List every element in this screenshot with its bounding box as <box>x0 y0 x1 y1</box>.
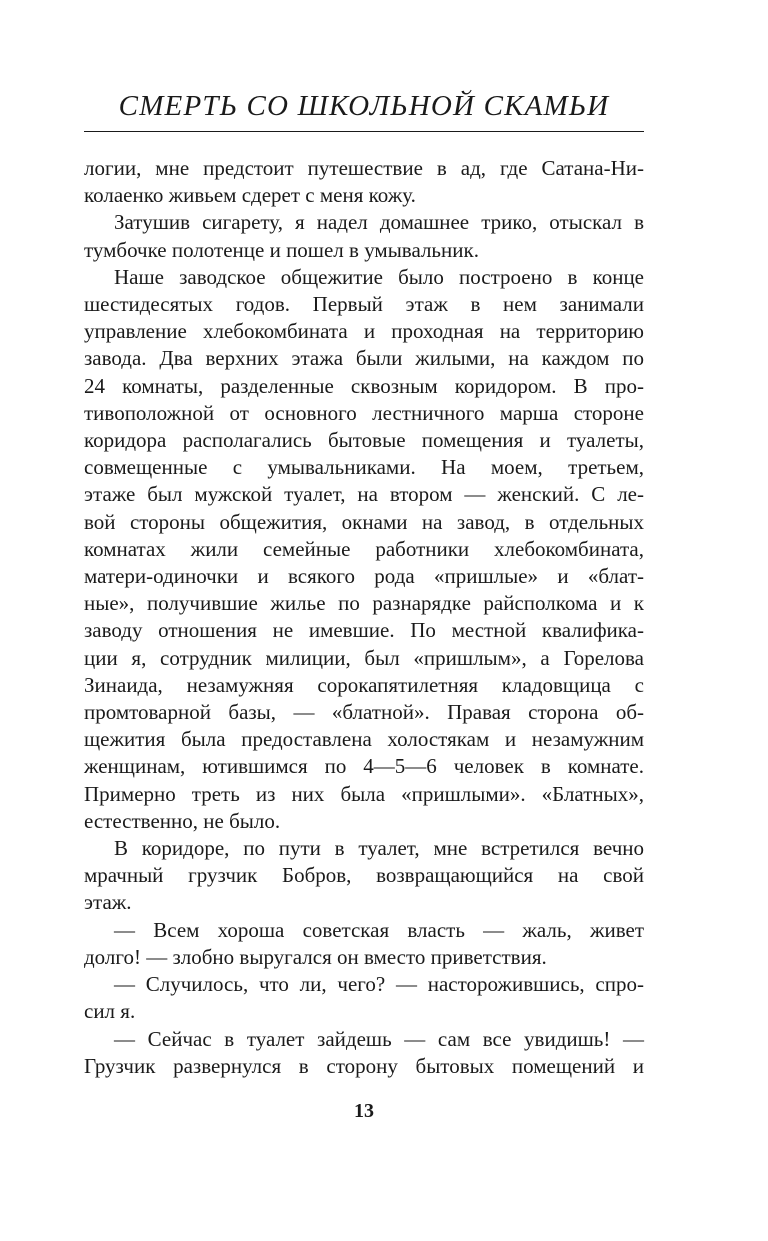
text-line: комнатах жили семейные работники хлебокомбината, <box>84 536 644 561</box>
text-line: коридора располагались бытовые помещения и туалеты, <box>84 428 644 453</box>
text-line: тумбочке полотенце и пошел в умывальник. <box>84 237 479 262</box>
text-line: Затушив сигарету, я надел домашнее трико, отыскал в <box>114 210 644 235</box>
paragraph <box>84 835 644 917</box>
text-line: шестидесятых годов. Первый этаж в нем занимали <box>84 292 644 317</box>
text-line: Примерно треть из них была «пришлыми». «Блатных», <box>84 781 644 806</box>
text-line: мрачный грузчик Бобров, возвращающийся на свой <box>84 863 644 888</box>
text-line: долго! — злобно выругался он вместо приветствия. <box>84 944 547 969</box>
text-line: матери-одиночки и всякого рода «пришлые» и «блат- <box>84 564 644 589</box>
paragraph <box>84 264 644 835</box>
text-line: Наше заводское общежитие было построено в конце <box>114 264 644 289</box>
text-line: завода. Два верхних этажа были жилыми, на каждом по <box>84 346 644 371</box>
paragraph <box>84 917 644 971</box>
text-line: 24 комнаты, разделенные сквозным коридором. В про- <box>84 373 644 398</box>
text-line: В коридоре, по пути в туалет, мне встретился вечно <box>114 836 644 861</box>
text-line: сил я. <box>84 999 136 1024</box>
text-line: Зинаида, незамужняя сорокапятилетняя кладовщица с <box>84 672 644 697</box>
paragraph <box>84 971 644 1025</box>
text-line: вой стороны общежития, окнами на завод, в отдельных <box>84 509 644 534</box>
text-line: — Сейчас в туалет зайдешь — сам все увидишь! — <box>114 1026 644 1051</box>
text-line: колаенко живьем сдерет с меня кожу. <box>84 183 416 208</box>
text-line: щежития была предоставлена холостякам и незамужним <box>84 727 644 752</box>
text-line: естественно, не было. <box>84 808 281 833</box>
body-text <box>84 155 644 1080</box>
text-line: совмещенные с умывальниками. На моем, третьем, <box>84 455 644 480</box>
text-line: женщинам, ютившимся по 4—5—6 человек в комнате. <box>84 754 644 779</box>
text-line: этаже был мужской туалет, на втором — женский. С ле- <box>84 482 644 507</box>
text-line: — Случилось, что ли, чего? — насторожившись, спро- <box>114 972 644 997</box>
text-line: промтоварной базы, — «блатной». Правая сторона об- <box>84 700 644 725</box>
text-line: Грузчик развернулся в сторону бытовых помещений и <box>84 1053 644 1078</box>
text-line: этаж. <box>84 890 132 915</box>
text-line: управление хлебокомбината и проходная на территорию <box>84 319 644 344</box>
paragraph <box>84 1026 644 1080</box>
text-line: логии, мне предстоит путешествие в ад, где Сатана-Ни- <box>84 156 644 180</box>
running-head: СМЕРТЬ СО ШКОЛЬНОЙ СКАМЬИ <box>118 90 610 122</box>
text-line: ные», получившие жилье по разнарядке райсполкома и к <box>84 591 644 616</box>
paragraph <box>84 155 644 209</box>
text-line: тивоположной от основного лестничного марша стороне <box>84 400 644 425</box>
text-line: ции я, сотрудник милиции, был «пришлым», а Горелова <box>84 645 644 670</box>
text-line: — Всем хороша советская власть — жаль, живет <box>114 917 644 942</box>
page-number: 13 <box>354 1100 374 1122</box>
paragraph <box>84 209 644 263</box>
text-line: заводу отношения не имевшие. По местной квалифика- <box>84 618 644 643</box>
header-rule <box>84 131 644 132</box>
